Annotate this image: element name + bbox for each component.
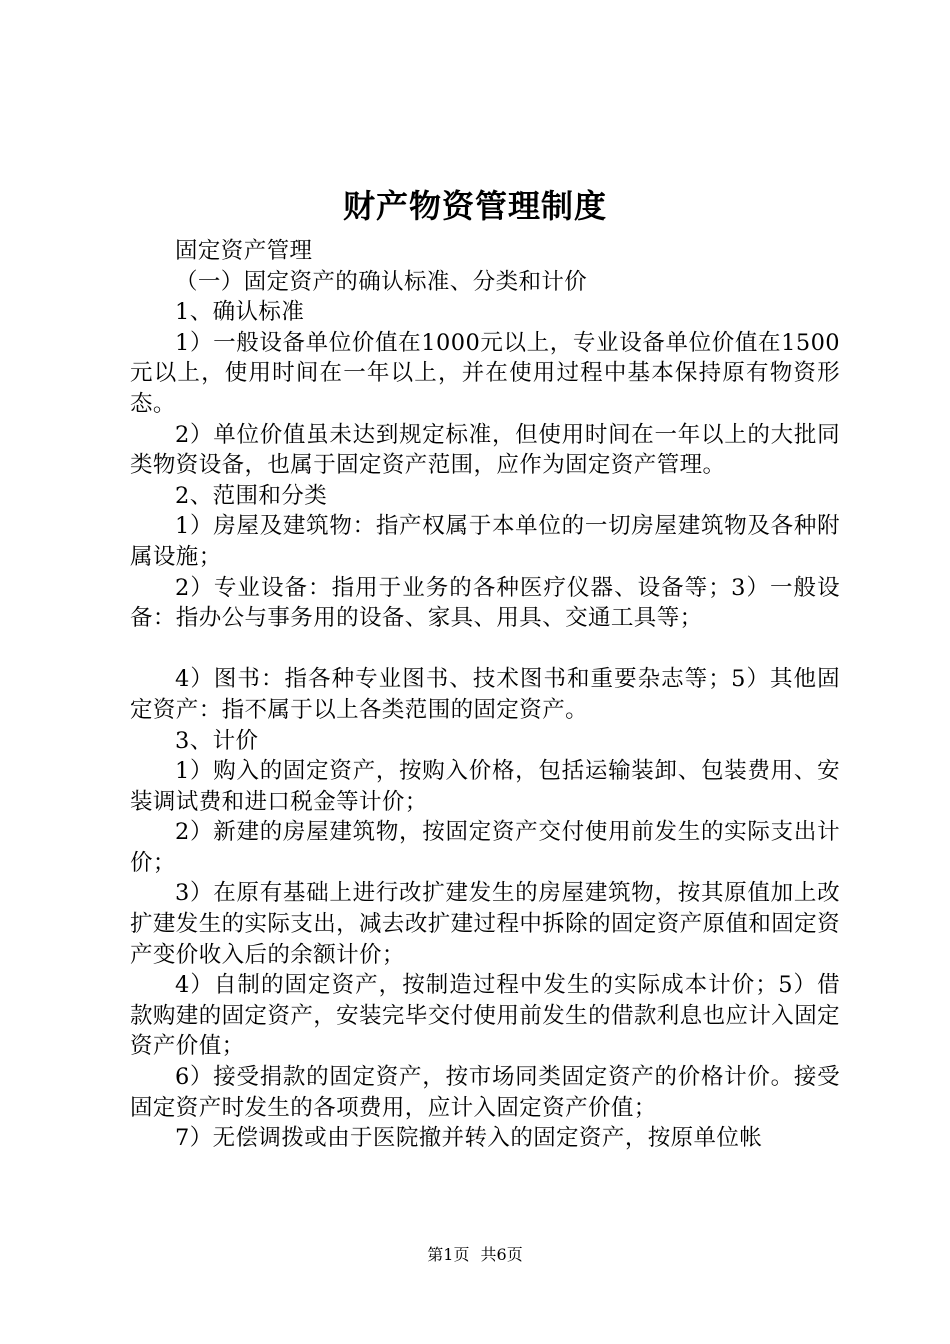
section-heading: 固定资产管理 [175,238,313,264]
blank-line [130,634,840,665]
paragraph: 4）图书：指各种专业图书、技术图书和重要杂志等；5）其他固定资产：指不属于以上各类范围的固定资产。 [130,666,840,723]
page-total: 共6页 [480,1245,523,1264]
paragraph: 6）接受捐款的固定资产，按市场同类固定资产的价格计价。接受固定资产时发生的各项费用，应计入固定资产价值； [130,1064,840,1121]
paragraph: 1）购入的固定资产，按购入价格，包括运输装卸、包装费用、安装调试费和进口税金等计价； [130,758,840,815]
subsection-heading: （一）固定资产的确认标准、分类和计价 [175,268,588,295]
item-heading: 3、计价 [175,727,259,754]
item-heading: 1、确认标准 [175,299,305,326]
paragraph: 1）房屋及建筑物：指产权属于本单位的一切房屋建筑物及各种附属设施； [130,513,840,570]
document-title: 财产物资管理制度 [342,187,607,225]
page-number: 第1页 [427,1245,470,1264]
item-heading: 2、范围和分类 [175,482,328,509]
paragraph: 3）在原有基础上进行改扩建发生的房屋建筑物，按其原值加上改扩建发生的实际支出，减去改扩建过程中拆除的固定资产原值和固定资产变价收入后的余额计价； [130,880,840,968]
document-body [130,236,840,1154]
page-footer [0,1244,950,1266]
paragraph: 4）自制的固定资产，按制造过程中发生的实际成本计价；5）借款购建的固定资产，安装完毕交付使用前发生的借款利息也应计入固定资产价值； [130,972,840,1060]
paragraph: 2）单位价值虽未达到规定标准，但使用时间在一年以上的大批同类物资设备，也属于固定资产范围，应作为固定资产管理。 [130,421,840,479]
paragraph: 1）一般设备单位价值在1000元以上，专业设备单位价值在1500元以上，使用时间在一年以上，并在使用过程中基本保持原有物资形态。 [130,329,840,417]
paragraph: 7）无偿调拨或由于医院撤并转入的固定资产，按原单位帐 [175,1125,763,1152]
paragraph: 2）新建的房屋建筑物，按固定资产交付使用前发生的实际支出计价； [130,819,840,876]
paragraph: 2）专业设备：指用于业务的各种医疗仪器、设备等；3）一般设备：指办公与事务用的设备、家具、用具、交通工具等； [130,574,840,632]
